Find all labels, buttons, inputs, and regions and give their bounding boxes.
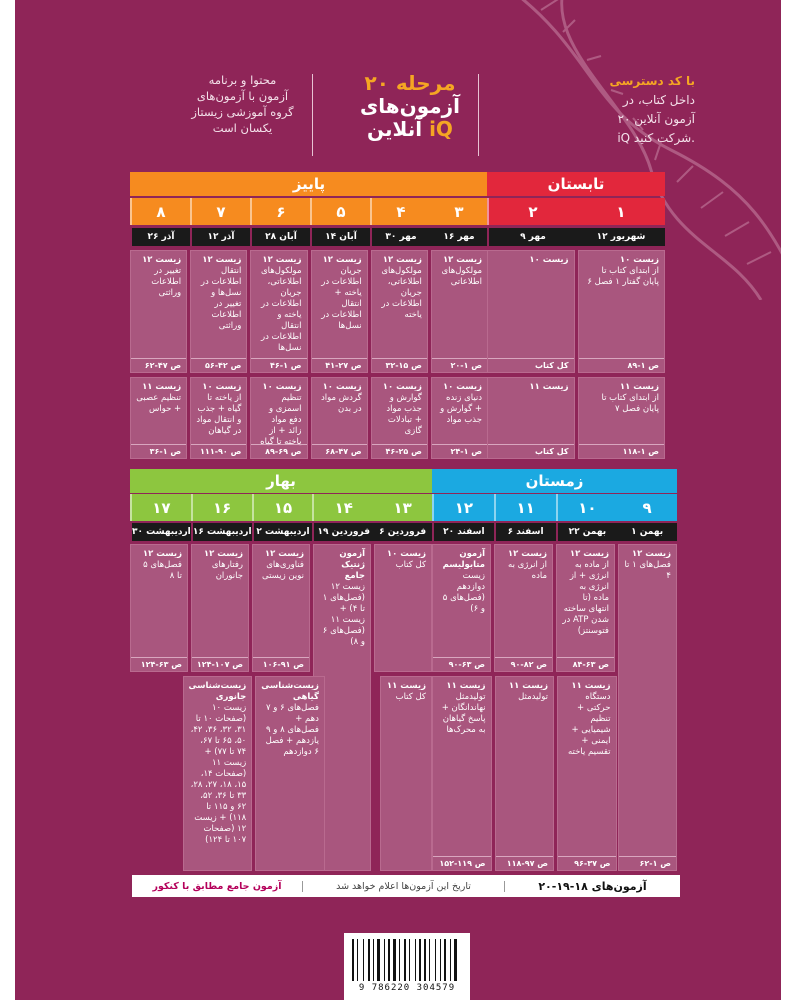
card-pages: ص ۱-۲۰: [432, 358, 487, 372]
card-body: کل کتاب: [395, 692, 426, 702]
exam-date: ۲۶ آذر: [130, 228, 190, 246]
exam-card: [431, 377, 488, 459]
card-title: زیست ۱۱: [619, 382, 659, 392]
card-title: زیست ۱۰: [202, 382, 242, 392]
card-pages: ص ۶۳-۱۲۴: [131, 657, 187, 671]
exam-date: ۳۰ مهر: [370, 228, 430, 246]
exam-date: ۱ بهمن: [631, 527, 664, 537]
exam-date: ۲۰ اسفند: [432, 523, 494, 541]
barcode-stripe: [352, 939, 354, 981]
exam-number: ۵: [310, 198, 370, 225]
exam-date: ۲ اردیبهشت: [252, 523, 313, 541]
exam-card: [130, 676, 180, 871]
card-pages: ص ۱-۶۲: [619, 856, 676, 870]
barcode-stripe: [359, 939, 362, 981]
barcode-stripe: [404, 939, 406, 981]
card-title: آزمون ژنتیک جامع: [339, 549, 365, 581]
date-row-spring: [130, 523, 432, 541]
card-title: زیست ۱۲: [202, 255, 242, 265]
iq-logo: iQ: [429, 117, 453, 141]
footer-bar: [132, 875, 680, 897]
exam-number: ۱۵: [252, 494, 313, 521]
exam-date: ۲۲ بهمن: [556, 523, 618, 541]
date-row-summer: [487, 228, 665, 246]
exam-card: [578, 250, 666, 373]
exam-card: [190, 377, 247, 459]
exam-number: ۸: [130, 198, 190, 225]
card-body: مولکول‌های اطلاعاتی، جریان اطلاعات در یاخته: [381, 266, 422, 320]
barcode-stripe: [409, 939, 410, 981]
barcode-stripe: [440, 939, 441, 981]
exam-card: [191, 544, 249, 672]
exam-card: [487, 250, 575, 373]
barcode-stripe: [375, 939, 376, 981]
card-row-autumn-1: [130, 250, 488, 373]
card-body: از ابتدای کتاب تا پایان گفتار ۱ فصل ۶: [587, 266, 659, 287]
barcode-stripe: [447, 939, 449, 981]
exam-card: [556, 544, 615, 672]
exam-date: ۲۸ آبان: [250, 228, 310, 246]
exam-date: ۶ اسفند: [494, 523, 556, 541]
header-left-note: [190, 72, 295, 162]
exam-card: [311, 250, 368, 373]
footer-comprehensive: آزمون جامع مطابق با کنکور: [152, 880, 282, 892]
exam-number: ۱: [616, 202, 626, 221]
card-body: از یاخته تا گیاه + جذب و انتقال مواد در گیاهان: [196, 393, 242, 436]
exam-card: [190, 250, 247, 373]
card-body: از ماده به انرژی + از انرژی به ماده (تا انتهای ساخته شدن ATP در فتوسنتز): [562, 560, 609, 636]
card-body: فصل‌های ۶ و ۷ دهم + فصل‌های ۸ و ۹ یازدهم + فصل ۶ دوازدهم: [265, 703, 319, 757]
book-cover: [15, 0, 781, 1000]
barcode-stripe: [422, 939, 423, 981]
card-title: زیست ۱۲: [631, 549, 671, 559]
card-body: کل کتاب: [395, 560, 426, 570]
exam-number: ۱۲: [432, 494, 494, 521]
barcode-number: 9 786220 304579: [358, 983, 456, 993]
card-body: زیست دوازدهم (فصل‌های ۵ و ۶): [442, 571, 485, 614]
card-title: زیست ۱۱: [529, 382, 569, 392]
card-body: تغییر در اطلاعات وراثتی: [151, 266, 182, 298]
exam-date: ۳۰ اردیبهشت: [130, 523, 191, 541]
card-pages: کل کتاب: [488, 358, 574, 372]
barcode-stripe: [381, 939, 383, 981]
card-body: تنظیم اسمزی و دفع مواد زائد + از یاخته تا گیاه: [260, 393, 302, 447]
exam-number: ۱۷: [130, 494, 191, 521]
barcode-stripe: [417, 939, 418, 981]
card-pages: ص ۱-۸۹: [579, 358, 665, 372]
exam-card: [371, 377, 428, 459]
number-bar-autumn: [130, 198, 488, 225]
card-title: زیست ۱۰: [619, 255, 659, 265]
card-pages: کل کتاب: [488, 444, 574, 458]
card-title: زیست ۱۲: [507, 549, 547, 559]
header-left-line: یکسان است: [212, 121, 273, 135]
header-title-line: آزمون‌های: [359, 94, 461, 118]
barcode-stripe: [397, 939, 398, 981]
exam-card: [380, 676, 432, 871]
barcode-stripe: [368, 939, 370, 981]
barcode-stripe: [384, 939, 385, 981]
exam-number: ۲: [487, 198, 577, 225]
exam-card: [495, 676, 555, 871]
header-left-line: آزمون‌ با آزمون‌های: [196, 89, 289, 103]
card-pages: ص ۸۲-۹۰: [495, 657, 552, 671]
number-bar-winter: [432, 494, 677, 521]
barcode-stripe: [365, 939, 367, 981]
card-pages: ص ۶۳-۹۰: [433, 657, 490, 671]
exam-card: [311, 377, 368, 459]
barcode-stripe: [437, 939, 439, 981]
card-body: فناوری‌های نوین زیستی: [262, 560, 304, 581]
barcode-stripe: [357, 939, 358, 981]
card-title: زیست ۱۰: [442, 382, 483, 392]
exam-number: ۳: [454, 202, 464, 221]
barcode-stripe: [388, 939, 390, 981]
exam-card: [255, 676, 325, 871]
header-title-line: ۲۰ مرحله: [364, 71, 456, 95]
exam-card: [432, 544, 491, 672]
barcode-stripe: [431, 939, 434, 981]
exam-card: [130, 544, 188, 672]
card-title: زیست ۱۱: [508, 681, 548, 691]
season-banner-summer: تابستان: [487, 172, 665, 196]
card-title: زیست ۱۲: [262, 255, 302, 265]
card-row-spring-1: [130, 544, 432, 672]
card-body: فصل‌های ۵ تا ۸: [143, 560, 182, 581]
exam-date: ۱۲ شهریور: [596, 232, 646, 242]
card-pages: ص ۶۹-۸۹: [251, 444, 306, 458]
card-title: زیست ۱۲: [569, 549, 609, 559]
card-title: زیست ۱۲: [382, 255, 422, 265]
exam-card: [250, 250, 307, 373]
card-pages: ص ۱-۲۴: [432, 444, 487, 458]
card-title: زیست ۱۰: [386, 549, 426, 559]
barcode-stripe: [454, 939, 457, 981]
barcode-stripe: [407, 939, 408, 981]
card-body: مولکول‌های اطلاعاتی: [441, 266, 483, 287]
exam-date: ۱۲ آذر: [190, 228, 250, 246]
exam-number: ۶: [250, 198, 310, 225]
card-title: زیست ۱۰: [262, 382, 302, 392]
card-body: جریان اطلاعات در یاخته + انتقال اطلاعات در نسل‌ها: [321, 266, 362, 331]
exam-card: [250, 377, 307, 459]
exam-card: [130, 377, 187, 459]
header-divider: [478, 74, 479, 156]
card-pages: ص ۱-۱۱۸: [579, 444, 665, 458]
season-banner-spring: بهار: [130, 469, 432, 493]
exam-date: ۹ مهر: [487, 228, 577, 246]
exam-date: ۱۹ فروردین: [312, 523, 373, 541]
exam-card: [432, 676, 492, 871]
header-right-line: داخل کتاب، در: [622, 93, 695, 107]
header-left-line: محتوا و برنامه: [208, 73, 277, 87]
card-title: زیست‌شناسی گیاهی: [261, 681, 319, 702]
exam-card: [494, 544, 553, 672]
exam-number: ۱۱: [494, 494, 556, 521]
card-pages: ص ۱۰۷-۱۲۴: [192, 657, 248, 671]
barcode-stripe: [424, 939, 426, 981]
exam-card: [374, 544, 432, 672]
exam-date: ۱۴ آبان: [310, 228, 370, 246]
card-body: فصل‌های ۱ تا ۴: [624, 560, 671, 581]
card-body: زیست ۱۲ (فصل‌های ۱ تا ۴) + زیست ۱۱ (فصل‌های ۶ و ۸): [322, 582, 365, 647]
card-title: زیست ۱۲: [142, 255, 182, 265]
barcode-stripe: [373, 939, 374, 981]
exam-card: [487, 377, 575, 459]
barcode-stripe: [391, 939, 392, 981]
exam-card: [183, 676, 253, 871]
card-body: مولکول‌های اطلاعاتی، جریان اطلاعات در یاخته و انتقال اطلاعات در نسل‌ها: [260, 266, 302, 353]
barcode-stripe: [411, 939, 414, 981]
exam-card: [328, 676, 378, 871]
barcode-stripe: [429, 939, 430, 981]
exam-card: [252, 544, 310, 672]
card-title: زیست ۱۰: [382, 382, 422, 392]
header-divider: [312, 74, 313, 156]
barcode-stripe: [419, 939, 421, 981]
card-title: زیست ۱۱: [571, 681, 611, 691]
number-bar-spring: [130, 494, 432, 521]
card-pages: ص ۳۷-۹۶: [558, 856, 616, 870]
barcode-icon: [352, 939, 462, 981]
barcode-stripe: [452, 939, 453, 981]
exam-number: ۷: [190, 198, 250, 225]
card-title: زیست ۱۱: [446, 681, 486, 691]
season-banner-autumn: پاییز: [130, 172, 488, 196]
card-title: زیست‌شناسی جانوری: [188, 681, 247, 702]
card-body: گردش مواد در بدن: [320, 393, 362, 414]
card-row-winter-2: [432, 676, 677, 871]
barcode-stripe: [399, 939, 400, 981]
exam-date: ۱۶ مهر: [443, 232, 475, 242]
exam-card: [130, 250, 187, 373]
exam-number: ۱۰: [556, 494, 618, 521]
exam-number: ۱۶: [191, 494, 252, 521]
card-row-spring-2: [130, 676, 432, 871]
exam-card: [431, 250, 488, 373]
barcode-stripe: [442, 939, 443, 981]
header-right-line: ۲۰ آزمون آنلاین: [617, 112, 695, 126]
date-row-autumn: [130, 228, 488, 246]
card-body: از ابتدای کتاب تا پایان فصل ۷: [601, 393, 659, 414]
card-title: زیست ۱۲: [322, 255, 362, 265]
header-right-accent: با کد دسترسی: [609, 74, 695, 88]
card-title: زیست ۱۲: [142, 549, 182, 559]
barcode-stripe: [415, 939, 416, 981]
exam-card: [557, 676, 617, 871]
card-row-autumn-2: [130, 377, 488, 459]
card-body: گوارش و جذب مواد + تبادلات گازی: [386, 393, 422, 436]
card-title: زیست ۱۱: [386, 681, 426, 691]
exam-card: [371, 250, 428, 373]
card-body: انتقال اطلاعات در نسل‌ها و تغییر در اطلاعات وراثتی: [200, 266, 242, 331]
card-body: تولیدمثل نهاندانگان + پاسخ گیاهان به محرک‌ها: [441, 692, 486, 735]
header-left-line: گروه آموزشی زیستاز: [191, 105, 294, 119]
barcode-stripe: [401, 939, 403, 981]
header-right-note: [490, 72, 695, 162]
card-title: زیست ۱۰: [322, 382, 362, 392]
card-title: زیست ۱۲: [203, 549, 243, 559]
barcode-stripe: [450, 939, 451, 981]
card-pages: ص ۲۷-۴۱: [312, 358, 367, 372]
barcode-stripe: [363, 939, 364, 981]
header-title: [340, 72, 480, 162]
card-body: از انرژی به ماده: [508, 560, 547, 581]
exam-date: ۱۶ اردیبهشت: [191, 523, 252, 541]
barcode-stripe: [435, 939, 436, 981]
card-row-summer-2: [487, 377, 665, 459]
card-title: زیست ۱۲: [442, 255, 483, 265]
exam-number: ۱۳: [393, 498, 412, 517]
barcode-stripe: [355, 939, 356, 981]
card-pages: ص ۲۵-۴۶: [372, 444, 427, 458]
exam-card: [578, 377, 666, 459]
card-pages: ص ۹۱-۱۰۶: [253, 657, 309, 671]
season-banner-winter: زمستان: [432, 469, 677, 493]
card-pages: ص ۱۵-۳۲: [372, 358, 427, 372]
card-body: رفتارهای جانوران: [211, 560, 243, 581]
footer-exams-label: آزمون‌های ۱۸-۱۹-۲۰: [538, 879, 647, 893]
barcode: [344, 933, 470, 1000]
footer-note: تاریخ این آزمون‌ها اعلام خواهد شد: [302, 881, 505, 892]
exam-number: ۱۴: [312, 494, 373, 521]
barcode-stripe: [427, 939, 428, 981]
card-body: زیست ۱۰ (صفحات ۱۰ تا ۳۱، ۳۲، ۳۶، ۴۲، ۵۰، ۶۵ تا ۶۷، ۷۴ تا ۷۷) + زیست ۱۱ (صفحات ۱۴، ۱۵، ۱۸، ۲۷، ۲۸، ۳۳ تا ۳۶، ۵۲، ۶۲ و ۱۱۵ تا ۱۱۸) + زیست ۱۲ (صفحات ۱۰۷ تا ۱۲۴): [190, 703, 247, 845]
barcode-stripe: [393, 939, 396, 981]
card-pages: ص ۶۳-۸۴: [557, 657, 614, 671]
barcode-stripe: [371, 939, 372, 981]
card-body: دنیای زنده + گوارش و جذب مواد: [440, 393, 483, 425]
card-pages: ص ۱۱۹-۱۵۲: [433, 856, 491, 870]
exam-card: [620, 676, 678, 871]
card-body: تولیدمثل: [518, 692, 548, 702]
card-pages: ص ۹۷-۱۱۸: [496, 856, 554, 870]
card-pages: ص ۴۷-۶۲: [131, 358, 186, 372]
card-pages: ص ۹۰-۱۱۱: [191, 444, 246, 458]
card-title: زیست ۱۱: [142, 382, 182, 392]
card-body: تنظیم عصبی + حواس: [136, 393, 182, 414]
card-pages: ص ۱-۳۶: [131, 444, 186, 458]
card-title: زیست ۱۰: [529, 255, 569, 265]
exam-date: ۶ فروردین: [379, 527, 427, 537]
card-title: آزمون متابولیسم: [442, 549, 485, 570]
card-pages: ص ۱-۴۶: [251, 358, 306, 372]
header-right-line: iQ شرکت کنید.: [617, 131, 695, 145]
exam-number: ۴: [370, 198, 430, 225]
header-title-line: آنلاین: [367, 117, 423, 141]
header-title-line: [340, 118, 480, 141]
barcode-stripe: [377, 939, 380, 981]
card-pages: ص ۴۲-۵۶: [191, 358, 246, 372]
card-title: زیست ۱۲: [264, 549, 304, 559]
number-bar-summer: [487, 198, 665, 225]
barcode-stripe: [444, 939, 446, 981]
card-row-summer-1: [487, 250, 665, 373]
card-pages: ص ۴۷-۶۸: [312, 444, 367, 458]
date-row-winter: [432, 523, 677, 541]
exam-number: ۹: [642, 498, 652, 517]
barcode-stripe: [386, 939, 387, 981]
card-body: دستگاه حرکتی + تنظیم شیمیایی + ایمنی + تقسیم یاخته: [567, 692, 611, 757]
